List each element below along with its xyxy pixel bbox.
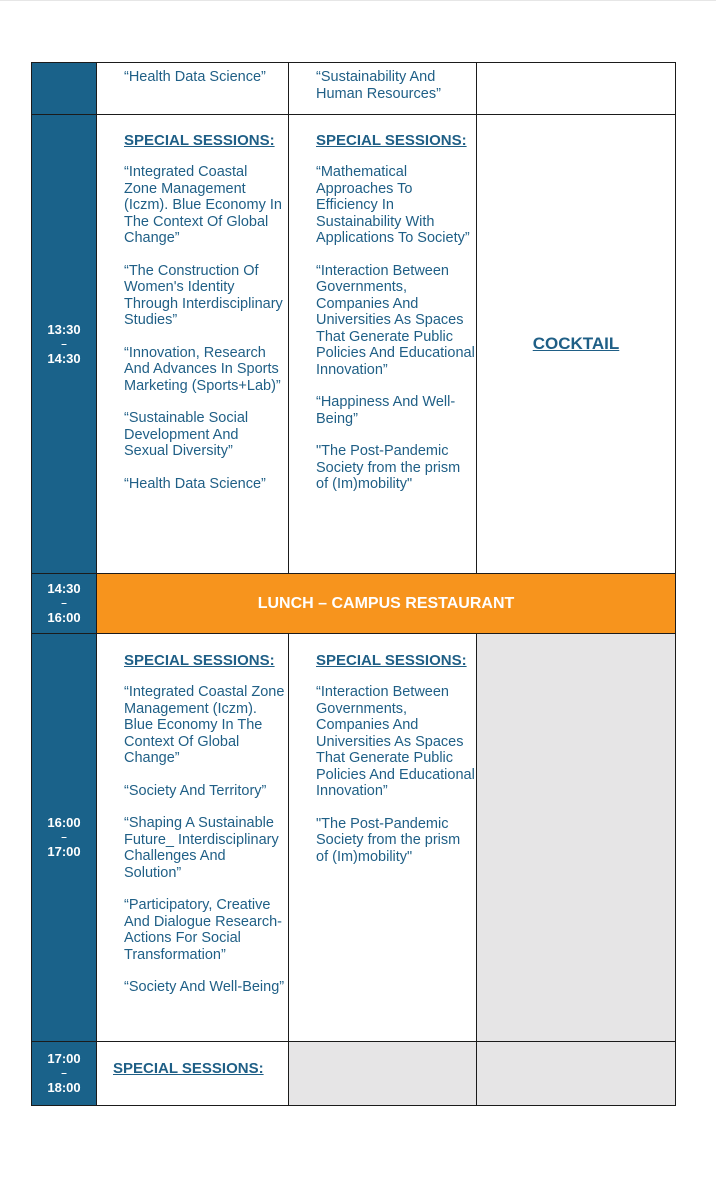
session-cell-1330-c <box>288 114 477 574</box>
session-item: "The Post-Pandemic Society from the prism of (Im)mobility" <box>316 443 461 492</box>
time-cell-1600 <box>31 633 97 1042</box>
empty-cell-1700-c <box>288 1041 477 1106</box>
session-cell-top-b <box>96 62 289 115</box>
special-sessions-link[interactable]: SPECIAL SESSIONS: <box>316 132 467 149</box>
time-start: 14:30 <box>47 581 81 596</box>
special-sessions-link[interactable]: SPECIAL SESSIONS: <box>316 652 467 669</box>
special-sessions-link[interactable]: SPECIAL SESSIONS: <box>124 132 275 149</box>
session-cell-1700-b <box>96 1041 289 1106</box>
session-item: "The Post-Pandemic Society from the prism of (Im)mobility" <box>316 815 461 865</box>
empty-cell-1700-d <box>476 1041 676 1106</box>
session-item: “Society And Well-Being” <box>124 979 285 995</box>
session-cell-1600-c <box>288 633 477 1042</box>
session-item: “Interaction Between Governments, Companies And Universities As Spaces That Generate Public Policies And Educational Innovation” <box>316 684 475 799</box>
session-item: “Innovation, Research And Advances In Sports Marketing (Sports+Lab)” <box>124 344 281 394</box>
time-separator: – <box>61 338 67 350</box>
time-cell-1330 <box>31 114 97 574</box>
session-title: “Sustainability And Human Resources” <box>316 69 441 102</box>
lunch-label: LUNCH – CAMPUS RESTAURANT <box>257 594 515 612</box>
empty-cell-1600-d <box>476 633 676 1042</box>
time-start: 16:00 <box>47 815 81 830</box>
session-item: “Interaction Between Governments, Companies And Universities As Spaces That Generate Public Policies And Educational Innovation” <box>316 262 475 378</box>
session-item: “Shaping A Sustainable Future_ Interdisciplinary Challenges And Solution” <box>124 815 279 881</box>
time-separator: – <box>61 598 67 609</box>
time-end: 16:00 <box>47 610 81 625</box>
session-cell-top-d <box>476 62 676 115</box>
session-item: “Integrated Coastal Zone Management (Iczm). Blue Economy In The Context Of Global Change” <box>124 684 285 766</box>
session-cell-1600-b <box>96 633 289 1042</box>
time-separator: – <box>61 832 67 843</box>
time-start: 17:00 <box>47 1051 81 1066</box>
time-end: 17:00 <box>47 844 81 859</box>
session-item: “Health Data Science” <box>124 475 266 492</box>
session-title: “Health Data Science” <box>124 69 266 85</box>
session-item: “Mathematical Approaches To Efficiency In Sustainability With Applications To Society” <box>316 164 470 246</box>
time-cell-1430 <box>31 573 97 634</box>
session-item: “Integrated Coastal Zone Management (Iczm). Blue Economy In The Context Of Global Change” <box>124 164 282 246</box>
time-end: 14:30 <box>47 350 81 366</box>
session-item: “Society And Territory” <box>124 782 267 799</box>
special-sessions-link[interactable]: SPECIAL SESSIONS: <box>113 1060 264 1077</box>
time-start: 13:30 <box>47 321 81 337</box>
session-item: “The Construction Of Women's Identity Through Interdisciplinary Studies” <box>124 262 283 328</box>
top-divider <box>0 0 716 1</box>
cocktail-cell <box>476 114 676 574</box>
session-cell-1330-b <box>96 114 289 574</box>
time-end: 18:00 <box>47 1080 81 1095</box>
lunch-banner <box>96 573 676 634</box>
session-item: “Participatory, Creative And Dialogue Research-Actions For Social Transformation” <box>124 897 282 963</box>
session-cell-top-c <box>288 62 477 115</box>
time-separator: – <box>61 1068 67 1079</box>
time-cell-top <box>31 62 97 115</box>
special-sessions-link[interactable]: SPECIAL SESSIONS: <box>124 652 275 669</box>
cocktail-link[interactable]: COCKTAIL <box>532 333 620 353</box>
session-item: “Sustainable Social Development And Sexual Diversity” <box>124 410 249 459</box>
time-cell-1700 <box>31 1041 97 1106</box>
session-item: “Happiness And Well-Being” <box>316 394 456 427</box>
